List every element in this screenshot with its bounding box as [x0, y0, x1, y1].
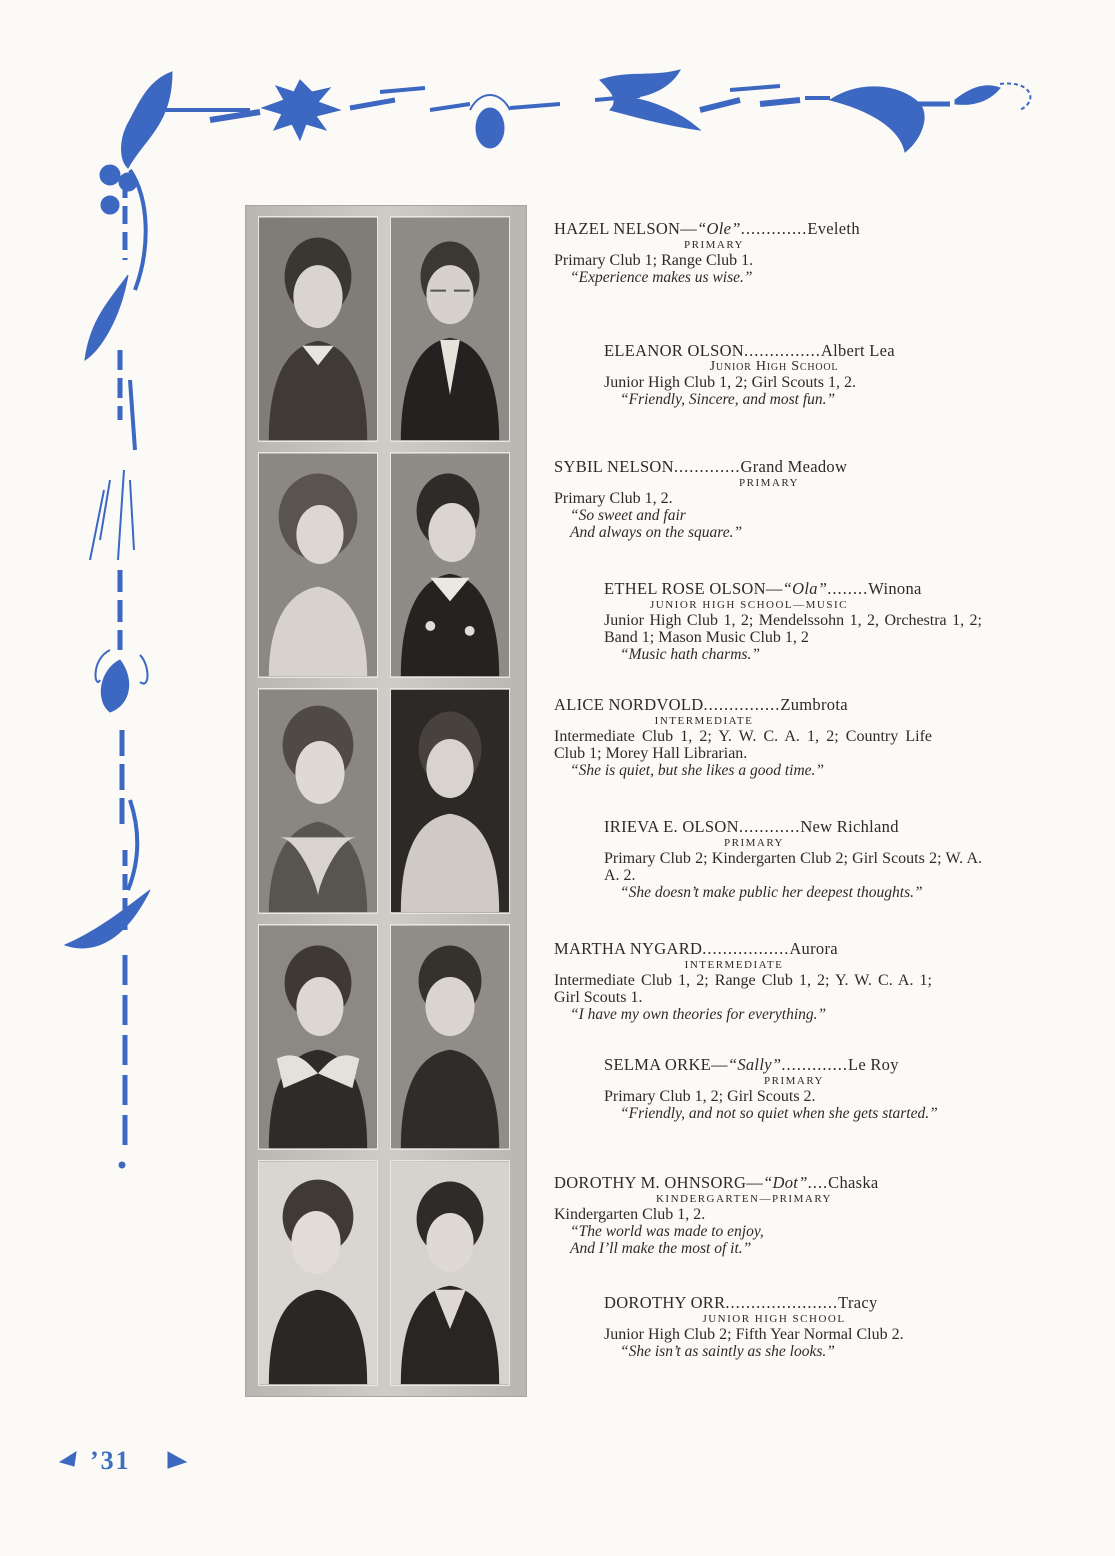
- student-name: ETHEL ROSE OLSON—: [604, 579, 783, 598]
- student-department: PRIMARY: [723, 837, 785, 849]
- portrait-photo-strip: [245, 205, 527, 1397]
- student-entry: [554, 220, 934, 286]
- student-entry: [554, 1174, 934, 1257]
- student-quote: “She is quiet, but she likes a good time.”: [570, 762, 825, 779]
- entry-heading: [604, 580, 982, 598]
- student-entry: [604, 1294, 982, 1360]
- student-quote: “She doesn’t make public her deepest thoughts.”: [620, 884, 923, 901]
- student-department: PRIMARY: [683, 239, 745, 251]
- leader-dots: .............: [781, 1055, 848, 1074]
- student-entry: [604, 342, 982, 408]
- leader-dots: ......................: [725, 1293, 839, 1312]
- student-nickname: “Dot”: [763, 1173, 808, 1192]
- page-folio: [60, 1446, 190, 1476]
- entry-heading: [604, 1056, 982, 1074]
- student-activities: Primary Club 1; Range Club 1.: [554, 252, 754, 269]
- leader-dots: ...............: [703, 695, 781, 714]
- portrait-photo: [258, 452, 378, 678]
- student-name: HAZEL NELSON—: [554, 219, 698, 238]
- student-hometown: Winona: [868, 579, 922, 598]
- student-name: SYBIL NELSON: [554, 457, 674, 476]
- student-department: INTERMEDIATE: [684, 959, 784, 971]
- student-name: IRIEVA E. OLSON: [604, 817, 739, 836]
- student-hometown: Eveleth: [807, 219, 860, 238]
- student-nickname: “Sally”: [727, 1055, 782, 1074]
- student-activities: Kindergarten Club 1, 2.: [554, 1206, 706, 1223]
- student-entry: [604, 580, 982, 663]
- entry-heading: [604, 342, 982, 360]
- student-department: JUNIOR HIGH SCHOOL: [702, 1313, 846, 1325]
- portrait-photo: [390, 452, 510, 678]
- folio-year: ’31: [90, 1446, 131, 1475]
- student-hometown: Grand Meadow: [740, 457, 848, 476]
- student-activities: Junior High Club 2; Fifth Year Normal Club 2.: [604, 1326, 904, 1343]
- oak-leaf-icon: [262, 80, 340, 140]
- student-department: KINDERGARTEN—PRIMARY: [655, 1193, 832, 1205]
- student-hometown: Albert Lea: [820, 341, 895, 360]
- portrait-photo: [390, 216, 510, 442]
- bird-icon: [600, 70, 700, 130]
- student-name: DOROTHY M. OHNSORG—: [554, 1173, 764, 1192]
- student-hometown: Le Roy: [847, 1055, 899, 1074]
- portrait-photo: [390, 688, 510, 914]
- student-department: PRIMARY: [763, 1075, 825, 1087]
- leader-dots: .............: [740, 219, 808, 238]
- holly-leaf-icon-2: [85, 275, 128, 360]
- student-quote: “Friendly, Sincere, and most fun.”: [620, 391, 836, 408]
- entry-heading: [604, 1294, 982, 1312]
- student-activities: Intermediate Club 1, 2; Range Club 1, 2; Y. W. C. A. 1; Girl Scouts 1.: [554, 972, 932, 1006]
- student-nickname: “Ola”: [782, 579, 828, 598]
- leader-dots: .............: [673, 457, 741, 476]
- student-department: INTERMEDIATE: [654, 715, 754, 727]
- student-entry: [554, 940, 934, 1023]
- student-hometown: Aurora: [789, 939, 838, 958]
- holly-leaf-icon: [122, 72, 173, 168]
- portrait-photo: [390, 924, 510, 1150]
- student-nickname: “Ole”: [697, 219, 741, 238]
- leader-dots: ....: [807, 1173, 829, 1192]
- student-activities: Junior High Club 1, 2; Girl Scouts 1, 2.: [604, 374, 857, 391]
- leaf-icon: [830, 87, 924, 152]
- student-name: SELMA ORKE—: [604, 1055, 728, 1074]
- student-activities: Junior High Club 1, 2; Mendelssohn 1, 2, Orchestra 1, 2; Band 1; Mason Music Club 1, 2: [604, 612, 982, 646]
- entry-heading: [554, 696, 934, 714]
- student-quote: “Friendly, and not so quiet when she gets started.”: [620, 1105, 938, 1122]
- student-activities: Intermediate Club 1, 2; Y. W. C. A. 1, 2; Country Life Club 1; Morey Hall Librarian.: [554, 728, 932, 762]
- student-entry: [604, 818, 982, 901]
- student-entry: [604, 1056, 982, 1122]
- student-quote: “She isn’t as saintly as she looks.”: [620, 1343, 835, 1360]
- student-department: PRIMARY: [738, 477, 800, 489]
- leader-dots: ........: [827, 579, 869, 598]
- portrait-photo: [258, 924, 378, 1150]
- student-quote: “So sweet and fair And always on the square.”: [570, 507, 743, 541]
- portrait-photo: [258, 1160, 378, 1386]
- portrait-photo: [390, 1160, 510, 1386]
- student-activities: Primary Club 2; Kindergarten Club 2; Girl Scouts 2; W. A. A. 2.: [604, 850, 982, 884]
- student-quote: “Music hath charms.”: [620, 646, 760, 663]
- entry-heading: [554, 940, 934, 958]
- student-quote: “The world was made to enjoy, And I’ll make the most of it.”: [570, 1223, 764, 1257]
- tassel-icon: [90, 470, 134, 560]
- leader-dots: .................: [702, 939, 790, 958]
- student-hometown: Chaska: [828, 1173, 879, 1192]
- student-name: ALICE NORDVOLD: [554, 695, 704, 714]
- acorn-icon: [100, 165, 120, 185]
- student-name: ELEANOR OLSON: [604, 341, 745, 360]
- entry-heading: [554, 1174, 934, 1192]
- pinecone-icon: [476, 108, 504, 148]
- leader-dots: ...............: [744, 341, 821, 360]
- student-name: MARTHA NYGARD: [554, 939, 703, 958]
- holly-leaf-icon-3: [65, 890, 150, 948]
- student-hometown: Zumbrota: [780, 695, 848, 714]
- portrait-photo: [258, 216, 378, 442]
- student-hometown: Tracy: [838, 1293, 878, 1312]
- entry-heading: [554, 220, 934, 238]
- student-activities: Primary Club 1, 2.: [554, 490, 673, 507]
- entry-heading: [604, 818, 982, 836]
- student-name: DOROTHY ORR: [604, 1293, 726, 1312]
- student-quote: “I have my own theories for everything.”: [570, 1006, 827, 1023]
- student-hometown: New Richland: [800, 817, 899, 836]
- student-department: JUNIOR HIGH SCHOOL—MUSIC: [650, 599, 848, 611]
- student-entry: [554, 458, 934, 541]
- student-entry: [554, 696, 934, 779]
- entry-heading: [554, 458, 934, 476]
- portrait-photo: [258, 688, 378, 914]
- student-quote: “Experience makes us wise.”: [570, 269, 753, 286]
- student-department: Junior High School: [709, 359, 839, 374]
- student-activities: Primary Club 1, 2; Girl Scouts 2.: [604, 1088, 816, 1105]
- leader-dots: ............: [738, 817, 801, 836]
- pinecone-icon-2: [101, 660, 128, 712]
